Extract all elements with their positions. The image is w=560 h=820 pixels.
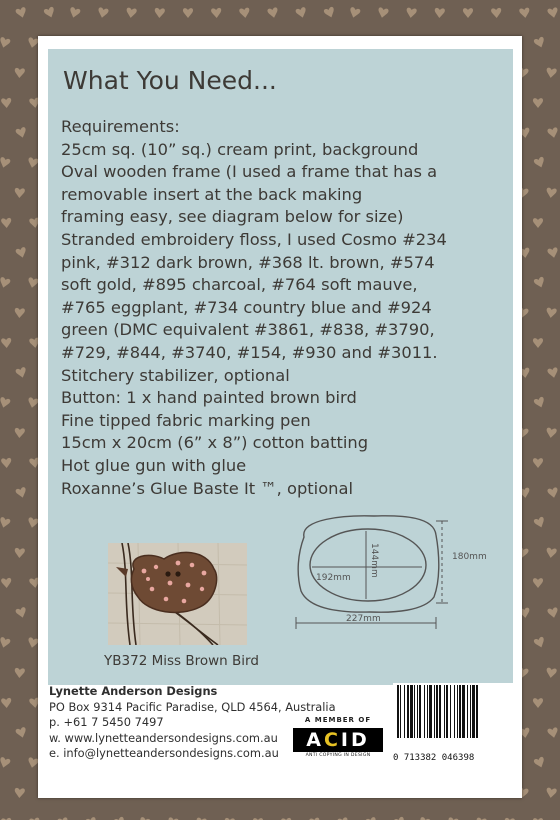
heart-icon bbox=[267, 7, 279, 19]
heart-icon bbox=[323, 6, 336, 19]
brown-bird-button-icon bbox=[108, 543, 247, 645]
website-link[interactable]: w. www.lynetteandersondesigns.com.au bbox=[49, 730, 278, 745]
heart-icon bbox=[533, 36, 546, 49]
heart-icon bbox=[1, 98, 12, 109]
heart-icon bbox=[15, 127, 27, 139]
photo-caption: YB372 Miss Brown Bird bbox=[104, 653, 259, 669]
frame-size-diagram bbox=[284, 511, 510, 641]
bird-button-photo bbox=[108, 543, 247, 645]
heart-icon bbox=[348, 7, 360, 19]
heart-icon bbox=[547, 607, 559, 619]
heart-icon bbox=[15, 727, 27, 739]
list-item: #765 eggplant, #734 country blue and #924 bbox=[61, 297, 432, 317]
list-item: Roxanne’s Glue Baste It ™, optional bbox=[61, 478, 353, 498]
barcode-number: 0 713382 046398 bbox=[393, 753, 475, 763]
company-name: Lynette Anderson Designs bbox=[49, 684, 218, 698]
list-item: pink, #312 dark brown, #368 lt. brown, #574 bbox=[61, 252, 435, 272]
heart-icon bbox=[546, 307, 557, 318]
width-label: 227mm bbox=[346, 614, 381, 624]
heart-icon bbox=[15, 607, 27, 619]
insert-height-label: 144mm bbox=[369, 543, 379, 578]
list-item: Oval wooden frame (I used a frame that has a bbox=[61, 162, 438, 182]
heart-icon bbox=[546, 67, 557, 78]
heart-icon bbox=[547, 127, 559, 139]
requirements-list bbox=[61, 116, 511, 500]
heart-icon bbox=[533, 98, 543, 108]
heart-icon bbox=[0, 397, 11, 409]
heart-icon bbox=[183, 8, 193, 18]
email-link[interactable]: e. info@lynetteandersondesigns.com.au bbox=[49, 746, 279, 760]
heart-icon bbox=[14, 68, 25, 79]
frame-insert-oval bbox=[310, 529, 426, 601]
heart-icon bbox=[377, 7, 389, 19]
heart-icon bbox=[533, 338, 543, 348]
heart-icon bbox=[1, 338, 12, 349]
outer-frame-outline bbox=[298, 516, 439, 612]
heart-icon bbox=[1, 458, 12, 469]
heart-icon bbox=[547, 727, 559, 739]
heart-icon bbox=[547, 7, 559, 19]
list-item: removable insert at the back making bbox=[61, 184, 363, 204]
heart-icon bbox=[546, 667, 557, 678]
list-item: Hot glue gun with glue bbox=[61, 455, 247, 475]
heart-icon bbox=[393, 816, 406, 820]
heart-icon bbox=[491, 8, 502, 19]
heart-icon bbox=[14, 668, 25, 679]
heart-icon bbox=[14, 428, 25, 439]
list-item: 15cm x 20cm (6” x 8”) cotton batting bbox=[61, 433, 369, 453]
heart-icon bbox=[239, 7, 250, 18]
heart-icon bbox=[113, 816, 126, 820]
heart-icon bbox=[14, 188, 25, 199]
page-title: What You Need... bbox=[63, 66, 277, 95]
phone-number: p. +61 7 5450 7497 bbox=[49, 715, 164, 729]
heart-icon bbox=[533, 636, 546, 649]
heart-icon bbox=[43, 6, 56, 19]
list-item: framing easy, see diagram below for size) bbox=[61, 207, 404, 227]
heart-icon bbox=[14, 548, 25, 559]
heart-icon bbox=[533, 698, 543, 708]
list-item: soft gold, #895 charcoal, #764 soft mauve, bbox=[61, 275, 418, 295]
heart-icon bbox=[0, 637, 11, 649]
acid-logo: ACID bbox=[293, 728, 383, 752]
heart-icon bbox=[533, 396, 546, 409]
heart-icon bbox=[547, 487, 559, 499]
insert-width-label: 192mm bbox=[316, 573, 351, 583]
heart-icon bbox=[547, 247, 559, 259]
heart-icon bbox=[533, 516, 546, 529]
heart-icon bbox=[547, 367, 559, 379]
heart-icon bbox=[406, 7, 417, 18]
heart-icon bbox=[0, 37, 11, 49]
heart-icon bbox=[1, 578, 12, 589]
postal-address: PO Box 9314 Pacific Paradise, QLD 4564, Australia bbox=[49, 699, 336, 714]
heart-icon bbox=[0, 277, 11, 289]
heart-icon bbox=[0, 757, 11, 769]
heart-icon bbox=[463, 8, 473, 18]
heart-icon bbox=[533, 756, 546, 769]
list-item: Button: 1 x hand painted brown bird bbox=[61, 388, 357, 408]
heart-icon bbox=[1, 218, 12, 229]
heart-icon bbox=[14, 308, 25, 319]
heart-icon bbox=[126, 7, 137, 18]
heart-icon bbox=[546, 547, 557, 558]
list-item: #729, #844, #3740, #154, #930 and #3011. bbox=[61, 342, 438, 362]
heart-icon bbox=[533, 218, 543, 228]
heart-icon bbox=[0, 157, 11, 169]
heart-icon bbox=[0, 517, 11, 529]
acid-member-text: A MEMBER OF bbox=[304, 716, 372, 724]
heart-icon bbox=[68, 7, 80, 19]
heart-icon bbox=[295, 7, 307, 19]
heart-icon bbox=[533, 156, 546, 169]
heart-icon bbox=[519, 7, 530, 18]
heart-icon bbox=[546, 427, 557, 438]
heart-icon bbox=[97, 7, 109, 19]
heart-icon bbox=[154, 8, 165, 19]
heart-icon bbox=[533, 276, 546, 289]
heart-icon bbox=[15, 247, 27, 259]
list-item: Stranded embroidery floss, I used Cosmo #234 bbox=[61, 229, 447, 249]
heart-icon bbox=[15, 7, 27, 19]
barcode bbox=[393, 683, 513, 738]
list-item: 25cm sq. (10” sq.) cream print, background bbox=[61, 139, 419, 159]
requirements-heading: Requirements: bbox=[61, 117, 180, 136]
list-item: Stitchery stabilizer, optional bbox=[61, 365, 290, 385]
heart-icon bbox=[533, 578, 543, 588]
heart-icon bbox=[546, 787, 557, 798]
heart-icon bbox=[434, 8, 445, 19]
heart-icon bbox=[15, 487, 27, 499]
heart-icon bbox=[533, 458, 543, 468]
acid-subtext: ANTI COPYING IN DESIGN bbox=[305, 753, 371, 758]
height-label: 180mm bbox=[452, 552, 487, 562]
heart-icon bbox=[211, 8, 222, 19]
list-item: Fine tipped fabric marking pen bbox=[61, 410, 311, 430]
heart-icon bbox=[15, 367, 27, 379]
heart-icon bbox=[1, 698, 12, 709]
list-item: green (DMC equivalent #3861, #838, #3790, bbox=[61, 320, 435, 340]
heart-icon bbox=[546, 187, 557, 198]
heart-icon bbox=[14, 788, 25, 799]
